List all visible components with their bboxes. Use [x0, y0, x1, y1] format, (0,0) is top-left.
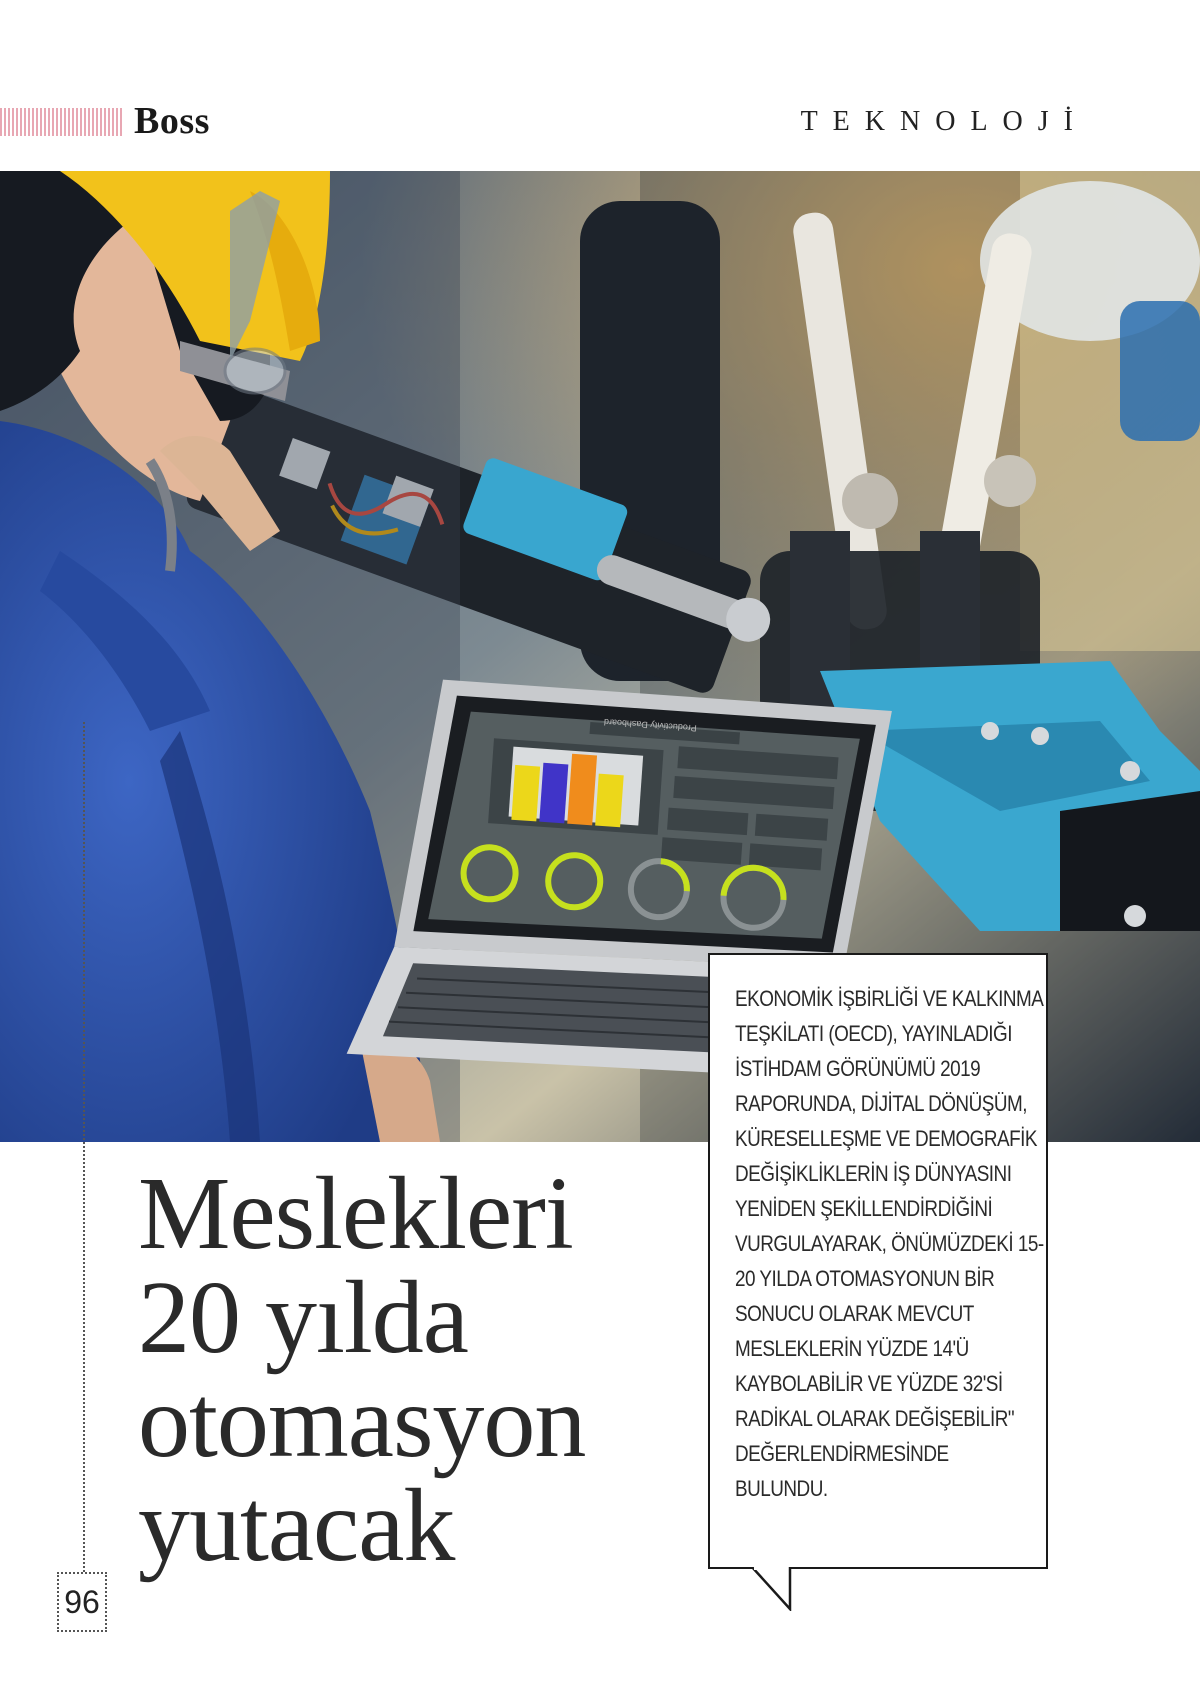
callout-text: EKONOMİK İŞBİRLİĞİ VE KALKINMA TEŞKİLATI (OECD), YAYINLADIĞI İSTİHDAM GÖRÜNÜMÜ 2019 RAPORUNDA, DİJİTAL DÖNÜŞÜM, KÜRESELLEŞME VE DEMOGRAFİK DEĞİŞİKLİKLERİN İŞ DÜNYASINI YENİDEN ŞEKİLLENDİRDİĞİNİ VURGULAYARAK, ÖNÜMÜZDEKİ 15-20 YILDA OTOMASYONUN BİR SONUCU OLARAK MEVCUT MESLEKLERİN YÜZDE 14'Ü KAYBOLABİLİR VE YÜZDE 32'Sİ RADİKAL OLARAK DEĞİŞEBİLİR" DEĞERLENDİRMESİNDE BULUNDU.: [735, 986, 1044, 1501]
callout-tail-decoration: [750, 1567, 810, 1611]
headline-line-2: 20 yılda: [138, 1260, 468, 1375]
magazine-brand-logo: Boss: [134, 100, 210, 142]
callout-box: [708, 953, 1048, 1569]
header-stripes-decoration: [0, 108, 122, 136]
dashboard-title: Productivity Dashboard: [603, 716, 698, 734]
headline-line-1: Meslekleri: [138, 1156, 573, 1271]
article-headline: [138, 1156, 698, 1583]
headline-line-3: otomasyon: [138, 1364, 586, 1479]
dotted-margin-line: [83, 722, 85, 1572]
section-title: TEKNOLOJİ: [800, 106, 1088, 137]
page-number: 96: [57, 1572, 107, 1632]
headline-line-4: yutacak: [138, 1468, 455, 1583]
